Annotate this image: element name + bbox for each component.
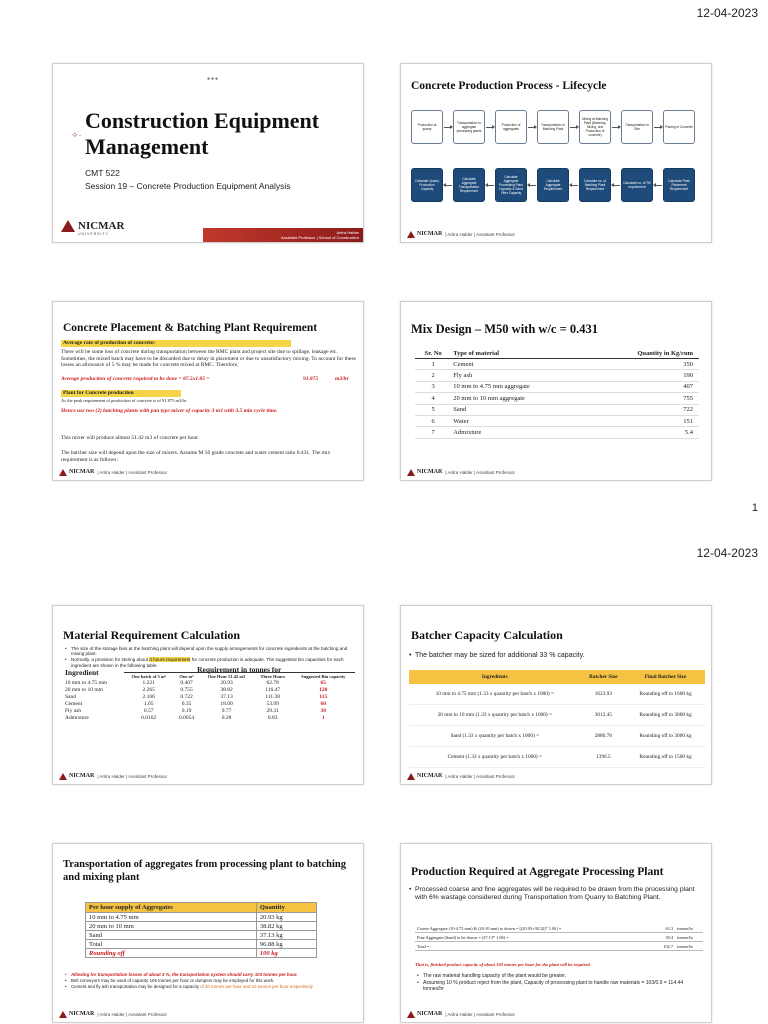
table-cell: 39.4 xyxy=(657,933,675,942)
table-cell: 0.57 xyxy=(143,707,154,714)
table-cell: 0.19 xyxy=(181,707,192,714)
slide-title xyxy=(52,63,364,243)
table-cell: 115 xyxy=(319,693,328,700)
table-cell: 37.13 xyxy=(220,693,233,700)
slide-footer xyxy=(407,467,515,477)
table-row xyxy=(415,381,699,392)
footer-author: | Aritra Halder | Assistant Professor xyxy=(97,469,167,475)
process-step-box: Transportation to Site xyxy=(621,110,653,144)
table-row xyxy=(86,913,317,922)
calculation-step-box: Calculate Quarry Production Capacity xyxy=(411,168,443,202)
slide-footer xyxy=(59,771,167,781)
process-step-box: Placing of Concrete xyxy=(663,110,695,144)
table-cell: Fly ash xyxy=(65,707,82,714)
page1-number: 1 xyxy=(751,502,758,514)
plant-notes xyxy=(407,886,707,903)
table-cell: 3 xyxy=(415,381,451,392)
table-cell: 10 mm to 4.75 mm xyxy=(86,913,257,922)
table-row xyxy=(63,714,355,721)
table-row xyxy=(86,940,317,949)
slide-footer xyxy=(59,467,167,477)
table-cell: 722 xyxy=(590,404,699,415)
note-text: Cement and fly ash transportation may be designed for a capacity xyxy=(71,984,201,989)
batching-plant-choice: Hence use two (2) batching plants with pan type mixer of capacity 3 m3 with 3.5 min cycle time. xyxy=(61,408,278,414)
table-cell: 5 xyxy=(415,404,451,415)
batcher-size-note: The batcher size will depend upon the size of mixers. Assume M 50 grade concrete and water cement ratio 0.431. The mix requirement is as follows: xyxy=(61,450,331,463)
table-cell: 38.82 kg xyxy=(256,922,316,931)
table-cell: Fly ash xyxy=(451,370,589,381)
table-row xyxy=(63,679,355,686)
table-cell: 18.00 xyxy=(220,700,233,707)
author-role: Assistant Professor | School of Construction xyxy=(281,235,359,240)
table-row xyxy=(415,415,699,426)
slide-title: Batcher Capacity Calculation xyxy=(411,628,563,642)
slide-mix-design xyxy=(400,301,712,481)
col-header: Quantity in Kg/cum xyxy=(590,349,699,359)
table-cell: 0.0162 xyxy=(141,714,157,721)
section-heading: Average rate of production of concrete: xyxy=(61,340,291,347)
avg-production-value: 91.875 xyxy=(303,376,319,382)
table-cell: 2880.78 xyxy=(581,726,626,747)
mixer-output: This mixer will produce almost 51.42 m3 of concrete per hour. xyxy=(61,435,200,441)
logo-sub: UNIVERSITY xyxy=(78,232,110,236)
table-cell: 60 xyxy=(320,700,326,707)
table-cell: 2.265 xyxy=(142,686,155,693)
table-cell: 53.99 xyxy=(266,700,279,707)
session-title: Session 19 – Concrete Production Equipment Analysis xyxy=(85,181,291,191)
process-step-box: Transportation to aggregate processing plants xyxy=(453,110,485,144)
slide-title: Transportation of aggregates from processing plant to batching and mixing plant xyxy=(63,859,347,883)
note-text: Normally, a provision for storing about xyxy=(71,657,150,663)
col-header: Quantity xyxy=(256,903,316,913)
table-cell: Admixture xyxy=(65,714,89,721)
table-cell: 0.755 xyxy=(180,686,193,693)
note-item: • The size of the storage bins at the batching plant will depend upon the supply arrangements for concrete ingredients at the batching and mixing plant. xyxy=(63,646,353,656)
slide-lifecycle xyxy=(400,63,712,243)
table-cell: 63.3 xyxy=(657,924,675,933)
calculation-step-box: Calculate Aggregate Transportation Requirement xyxy=(453,168,485,202)
note-text: for concrete production is adequate. The suggested bin capacities for each ingredient are shown in the following table. xyxy=(71,657,344,668)
sparkle-icon: ✧· xyxy=(71,130,82,140)
batcher-table xyxy=(409,670,705,768)
course-title-line1: Construction Equipment xyxy=(85,108,320,133)
col-header: Ingredients xyxy=(409,670,581,684)
col-header: Final Batcher Size xyxy=(626,670,705,684)
table-cell: 0.83 xyxy=(267,714,278,721)
table-cell: 38.82 xyxy=(220,686,233,693)
table-cell: 6 xyxy=(415,415,451,426)
arrow-left-icon xyxy=(486,185,494,186)
table-cell: 1623.93 xyxy=(581,684,626,705)
arrow-left-icon xyxy=(444,185,452,186)
group-header: Requirement in tonnes for xyxy=(124,666,355,673)
nicmar-logo-icon xyxy=(59,469,67,476)
table-cell: 10 mm to 4.75 mm aggregate xyxy=(451,381,589,392)
page2-date: 12-04-2023 xyxy=(696,546,758,560)
slide-title: Material Requirement Calculation xyxy=(63,628,241,642)
footer-author: | Aritra Halder | Assistant Professor xyxy=(445,469,515,475)
table-cell: Sand xyxy=(451,404,589,415)
table-cell: 3012.45 xyxy=(581,705,626,726)
table-row xyxy=(415,924,703,933)
col-header: One batch of 3 m³ xyxy=(131,673,166,679)
nicmar-logo-icon xyxy=(59,1011,67,1018)
table-cell: 20.93 kg xyxy=(256,913,316,922)
table-row xyxy=(415,393,699,404)
avg-production-line: Average production of concrete required to be done = 87.5x1.05 = xyxy=(61,376,210,382)
table-row xyxy=(415,933,703,942)
note-item: • Allowing for transportation losses of about 3 %, the transportation system should carry 103 tonnes per hour. xyxy=(63,972,359,977)
material-table xyxy=(63,666,355,721)
section-heading: Plant for Concrete production xyxy=(61,390,181,397)
table-cell: 102.7 xyxy=(657,942,675,951)
col-header: Three Hours xyxy=(260,673,285,679)
col-header: Sr. No xyxy=(415,349,451,359)
table-cell: 20 mm to 10 mm aggregate xyxy=(451,393,589,404)
table-cell: tonnes/hr xyxy=(675,933,703,942)
table-row xyxy=(63,693,355,700)
slide-footer xyxy=(59,1009,167,1019)
table-cell: 111.38 xyxy=(265,693,281,700)
arrow-right-icon xyxy=(528,127,536,128)
table-row xyxy=(409,705,705,726)
note-item xyxy=(63,984,359,989)
table-cell: Rounding off to 3000 kg xyxy=(626,726,705,747)
slide-title: Concrete Placement & Batching Plant Requirement xyxy=(63,322,318,334)
arrow-right-icon xyxy=(654,127,662,128)
nicmar-logo-icon xyxy=(61,220,75,232)
slide-dots: ●●● xyxy=(207,76,220,82)
batcher-notes xyxy=(407,652,707,661)
calculation-step-box: Calculate no. of Batching Plant Requirement xyxy=(579,168,611,202)
nicmar-logo-icon xyxy=(407,231,415,238)
footer-brand: NICMAR xyxy=(417,231,443,237)
table-cell: 62.78 xyxy=(266,679,279,686)
table-cell: Water xyxy=(451,415,589,426)
production-table xyxy=(415,924,703,951)
arrow-right-icon xyxy=(570,127,578,128)
table-cell: 7 xyxy=(415,427,451,438)
footer-brand: NICMAR xyxy=(417,469,443,475)
table-cell: 1.221 xyxy=(142,679,155,686)
table-cell: 2.166 xyxy=(142,693,155,700)
table-cell: 0.722 xyxy=(180,693,193,700)
table-cell: 30 xyxy=(320,707,326,714)
slide-title: Concrete Production Process - Lifecycle xyxy=(411,80,607,92)
table-cell: 0.407 xyxy=(180,679,193,686)
table-cell: 151 xyxy=(590,415,699,426)
table-cell: Cement (1.33 x quantity per batch x 1000) = xyxy=(409,747,581,768)
table-cell: tonnes/hr xyxy=(675,942,703,951)
table-cell: 29.31 xyxy=(266,707,279,714)
footer-author: | Aritra Halder | Assistant Professor xyxy=(445,1011,515,1017)
table-cell: 116.47 xyxy=(265,686,281,693)
nicmar-logo-icon xyxy=(407,773,415,780)
nicmar-logo-icon xyxy=(407,469,415,476)
author-name: Aritra Halder xyxy=(336,230,359,235)
table-cell: 0.35 xyxy=(181,700,192,707)
arrow-left-icon xyxy=(654,185,662,186)
mix-design-table xyxy=(415,349,699,439)
arrow-right-icon xyxy=(444,127,452,128)
arrow-left-icon xyxy=(528,185,536,186)
table-cell: 20 mm to 10 mm (1.33 x quantity per batch x 1000) = xyxy=(409,705,581,726)
table-cell: Sand xyxy=(65,693,76,700)
table-cell: 190 xyxy=(590,370,699,381)
col-header: Type of material xyxy=(451,349,589,359)
table-cell: 20 mm to 10 mm xyxy=(65,686,103,693)
table-cell: 407 xyxy=(590,381,699,392)
table-cell: Cement xyxy=(65,700,83,707)
footer-brand: NICMAR xyxy=(69,1011,95,1017)
table-cell: Admixture xyxy=(451,427,589,438)
slide-title: Production Required at Aggregate Processing Plant xyxy=(411,866,664,878)
table-cell: 20.93 xyxy=(220,679,233,686)
table-cell: Rounding off to 3000 kg xyxy=(626,705,705,726)
slide-title: Mix Design – M50 with w/c = 0.431 xyxy=(411,322,598,336)
slide-batching-requirement xyxy=(52,301,364,481)
note-item: • Processed coarse and fine aggregates will be required to be drawn from the processing plant with 6% wastage considered during Transportation from Quarry to Batching Plant. xyxy=(407,886,707,902)
arrow-right-icon xyxy=(612,127,620,128)
table-cell: tonnes/hr xyxy=(675,924,703,933)
note-highlight: of 20 tonnes per hour and 10 tonnes per hour respectively xyxy=(200,984,313,989)
rounding-label: Rounding off xyxy=(86,949,257,958)
footer-author: | Aritra Halder | Assistant Professor xyxy=(97,773,167,779)
finished-capacity-note: That is, finished product capacity of about 103 tonnes per hour for the plant will be required. xyxy=(415,962,591,967)
arrow-left-icon xyxy=(612,185,620,186)
process-step-box: Mixing at Batching Plant (Batching, Mixing, and Production of concrete) xyxy=(579,110,611,144)
table-cell: 10 mm to 4.75 mm xyxy=(65,679,108,686)
table-cell: 0.28 xyxy=(221,714,232,721)
process-step-box: Transportation to Batching Plant xyxy=(537,110,569,144)
table-row xyxy=(409,747,705,768)
table-cell: 5.4 xyxy=(590,427,699,438)
table-row xyxy=(86,949,317,958)
calculation-step-box: Calculate Peak Placement Requirement xyxy=(663,168,695,202)
note-item: • Belt conveyors may be used of capacity 105 tonnes per hour or dumpers may be employed for this work. xyxy=(63,978,359,983)
nicmar-logo-icon xyxy=(407,1011,415,1018)
table-cell: Sand (1.33 x quantity per batch x 1000) = xyxy=(409,726,581,747)
table-row xyxy=(415,404,699,415)
rounding-value: 100 kg xyxy=(256,949,316,958)
slide-footer xyxy=(407,771,515,781)
table-cell: Rounding off to 1600 kg xyxy=(626,684,705,705)
transport-notes xyxy=(63,972,359,990)
course-title xyxy=(85,108,355,160)
table-cell: 1.05 xyxy=(143,700,154,707)
footer-brand: NICMAR xyxy=(417,1011,443,1017)
arrow-left-icon xyxy=(570,185,578,186)
peak-requirement: As the peak requirement of production of concrete is of 91.875 m3/hr xyxy=(61,398,187,403)
table-cell: 0.0054 xyxy=(178,714,195,721)
calculation-step-box: Calculate no. of TM requirement xyxy=(621,168,653,202)
col-header: One m³ xyxy=(179,673,194,679)
table-cell: Rounding off to 1500 kg xyxy=(626,747,705,768)
table-cell: 1 xyxy=(415,359,451,370)
note-item: • The raw material handling capacity of the plant would be greater. xyxy=(415,974,703,980)
calculation-step-box: Calculate Aggregate Processing Plant Capacity & Sand Filter Capacity xyxy=(495,168,527,202)
table-cell: 10 mm to 4.75 mm (1.33 x quantity per batch x 1000) = xyxy=(409,684,581,705)
table-row xyxy=(86,931,317,940)
footer-brand: NICMAR xyxy=(417,773,443,779)
table-row xyxy=(63,700,355,707)
loss-paragraph: There will be some loss of concrete during transportation between the RMC plant and project site due to spillage, leakage etc. Sometimes, the mixed batch may have to be discarded due to delay in placement or due to unsatisfactory mixing. To account for these losses an allowance of 5 % may be made for concrete mixed at RMC. Therefore, xyxy=(61,349,356,368)
col-header: One Hour 51.42 m3 xyxy=(207,673,246,679)
nicmar-logo-icon xyxy=(59,773,67,780)
note-item: • Assuming 10 % product reject from the plant, Capacity of processing plant to handle raw materials = 103/0.9 = 114.44 tonnes/hr xyxy=(415,981,703,993)
footer-author: | Aritra Halder | Assistant Professor xyxy=(445,231,515,237)
table-cell: Total xyxy=(86,940,257,949)
col-header: Batcher Size xyxy=(581,670,626,684)
calculation-step-box: Calculate Aggregate Requirement xyxy=(537,168,569,202)
slide-batcher-capacity xyxy=(400,605,712,785)
footer-author: | Aritra Halder | Assistant Professor xyxy=(97,1011,167,1017)
note-item: • The batcher may be sized for additional 33 % capacity. xyxy=(407,652,707,660)
table-cell: 37.13 kg xyxy=(256,931,316,940)
col-header: Per hour supply of Aggregates xyxy=(86,903,257,913)
note-highlight: 3 hours requirement xyxy=(149,657,191,663)
table-cell: Coarse Aggregate (10-4.75 mm) & (20-10 mm) to drawn = [(20.93+38.32)* 1.06] = xyxy=(415,924,657,933)
slide-aggregate-plant xyxy=(400,843,712,1023)
course-title-line2: Management xyxy=(85,134,209,159)
table-cell: 1396.5 xyxy=(581,747,626,768)
table-row xyxy=(63,686,355,693)
avg-production-unit: m3/hr xyxy=(335,376,349,382)
transport-table xyxy=(85,902,317,958)
slide-transportation xyxy=(52,843,364,1023)
author-bar xyxy=(203,228,363,242)
table-cell: 120 xyxy=(319,686,328,693)
table-cell: 2 xyxy=(415,370,451,381)
table-cell: Total = xyxy=(415,942,657,951)
table-row xyxy=(63,707,355,714)
table-cell: 350 xyxy=(590,359,699,370)
table-row xyxy=(409,726,705,747)
slide-footer xyxy=(407,229,515,239)
logo-name: NICMAR xyxy=(78,220,125,232)
nicmar-logo xyxy=(61,220,125,236)
plant-capacity-notes xyxy=(415,974,703,993)
process-step-box: Production of aggregates xyxy=(495,110,527,144)
table-row xyxy=(415,427,699,438)
table-cell: 9.77 xyxy=(221,707,232,714)
table-cell: 1 xyxy=(321,714,325,721)
table-cell: Cement xyxy=(451,359,589,370)
footer-brand: NICMAR xyxy=(69,469,95,475)
table-row xyxy=(415,942,703,951)
arrow-right-icon xyxy=(486,127,494,128)
process-step-box: Production at quarry xyxy=(411,110,443,144)
slide-footer xyxy=(407,1009,515,1019)
col-header: Suggested Bin capacity xyxy=(301,673,346,679)
table-cell: Fine Aggregate (Sand) to be drawn = (37.13* 1.06) = xyxy=(415,933,657,942)
table-row xyxy=(415,370,699,381)
table-cell: 755 xyxy=(590,393,699,404)
table-cell: 65 xyxy=(320,679,326,686)
footer-author: | Aritra Halder | Assistant Professor xyxy=(445,773,515,779)
course-code: CMT 522 xyxy=(85,168,120,178)
table-row xyxy=(409,684,705,705)
col-header: Ingredient xyxy=(65,668,99,677)
table-cell: Sand xyxy=(86,931,257,940)
slide-material-requirement xyxy=(52,605,364,785)
footer-brand: NICMAR xyxy=(69,773,95,779)
table-cell: 4 xyxy=(415,393,451,404)
page1-date: 12-04-2023 xyxy=(696,6,758,20)
table-cell: 20 mm to 10 mm xyxy=(86,922,257,931)
table-row xyxy=(415,359,699,370)
table-cell: 96.88 kg xyxy=(256,940,316,949)
table-row xyxy=(86,922,317,931)
